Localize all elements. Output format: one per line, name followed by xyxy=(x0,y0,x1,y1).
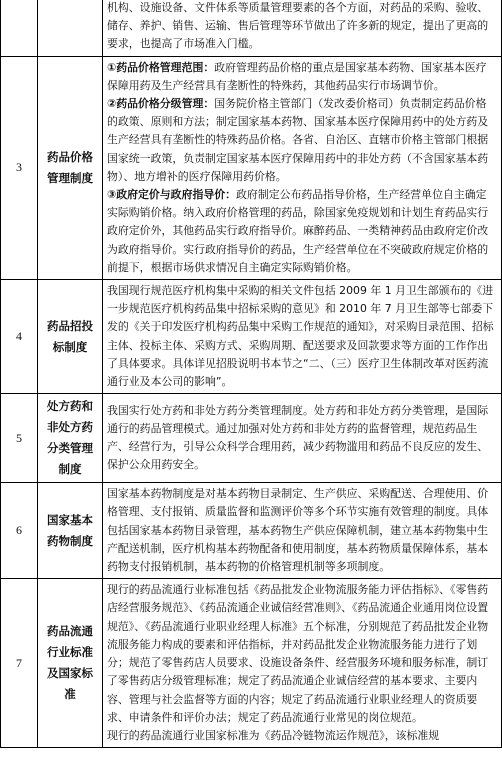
table-row xyxy=(1,280,502,394)
row-number: 3 xyxy=(1,56,38,279)
row-number xyxy=(1,0,38,56)
content-paragraph xyxy=(107,282,497,391)
row-number: 4 xyxy=(1,280,38,394)
paragraph-text: 我国现行规范医疗机构集中采购的相关文件包括 2009 年 1 月卫生部颁布的《进一步规范医疗机构药品集中招标采购的意见》和 2010 年 7 月卫生部等七部委下发的《关于印发医疗机构药品集中采购工作规范的通知》，对采购目录范围、招标主体、投标主体、采购方式、采购周期、配送要求及回款要求等方面的工作作出了具体要求。具体详见招股说明书本节之“二、（三）医疗卫生体制改革对医药流通行业及本公司的影响”。 xyxy=(107,284,494,389)
content-paragraph xyxy=(107,0,497,54)
regulation-name: 药品价格管理制度 xyxy=(38,56,103,279)
regulation-content xyxy=(103,56,502,279)
regulation-name: 药品招投标制度 xyxy=(38,280,103,394)
content-paragraph xyxy=(107,95,497,186)
table-row xyxy=(1,483,502,579)
regulation-content xyxy=(103,0,502,56)
content-paragraph xyxy=(107,59,497,95)
table-body xyxy=(1,0,502,748)
content-paragraph xyxy=(107,186,497,277)
content-paragraph xyxy=(107,581,497,727)
regulation-name xyxy=(38,0,103,56)
paragraph-text: 现行的药品流通行业标准包括《药品批发企业物流服务能力评估指标》、《零售药店经营服务规范》、《药品流通企业诚信经营准则》、《药品流通企业通用岗位设置规范》、《药品流通行业职业经理人标准》五个标准，分别规范了药品批发企业物流服务能力构成的要素和评估指标，并对药品批发企业物流服务能力进行了划分；规范了零售药店人员要求、设施设备条件、经营服务环境和服务标准，制订了零售药店分级管理标准；规定了药品流通企业诚信经营的基本要求、主要内容、管理与社会监督等方面的内容；规定了药品流通行业职业经理人的资质要求、申请条件和评价办法；规定了药品流通行业常见的岗位规范。 xyxy=(107,583,489,724)
table-row xyxy=(1,0,502,56)
paragraph-text: 国家基本药物制度是对基本药物目录制定、生产供应、采购配送、合理使用、价格管理、支付报销、质量监督和监测评价等多个环节实施有效管理的制度。具体包括国家基本药物目录管理，基本药物生产供应保障机制，建立基本药物集中生产配送机制，医疗机构基本药物配备和使用制度，基本药物质量保障体系，基本药物支付报销机制，基本药物的价格管理机制等多项制度。 xyxy=(107,487,489,574)
regulation-content xyxy=(103,483,502,579)
regulation-name: 处方药和非处方药分类管理制度 xyxy=(38,394,103,483)
row-number: 7 xyxy=(1,579,38,748)
paragraph-text: 现行的药品流通行业国家标准为《药品冷链物流运作规范》，该标准规 xyxy=(107,728,440,742)
paragraph-lead: ②药品价格分级管理： xyxy=(107,97,215,111)
table-row xyxy=(1,579,502,748)
regulation-content xyxy=(103,280,502,394)
regulation-content xyxy=(103,394,502,483)
content-paragraph xyxy=(107,727,497,745)
paragraph-text: 机构、设施设备、文件体系等质量管理要素的各个方面，对药品的采购、验收、储存、养护、销售、运输、售后管理等环节做出了许多新的规定，提出了更高的要求，也提高了市场准入门槛。 xyxy=(107,1,489,51)
row-number: 6 xyxy=(1,483,38,579)
paragraph-lead: ①药品价格管理范围： xyxy=(107,60,215,74)
paragraph-text: 国务院价格主管部门（发改委价格司）负责制定药品价格的政策、原则和方法；制定国家基本药物、国家基本医疗保障用药中的处方药及生产经营具有垄断性的特殊药品价格。各省、自治区、直辖市价格主管部门根据国家统一政策，负责制定国家基本医疗保障用药中的非处方药（不含国家基本药物）、地方增补的医疗保障用药价格。 xyxy=(107,97,489,183)
table-row xyxy=(1,56,502,279)
paragraph-text: 政府制定公布药品指导价格，生产经营单位自主确定实际购销价格。纳入政府价格管理的药品，除国家免疫规划和计划生育药品实行政府定价外，其他药品实行政府指导价。麻醉药品、一类精神药品由政府定价改为政府指导价。实行政府指导价的药品，生产经营单位在不突破政府规定价格的前提下，根据市场供求情况自主确定实际购销价格。 xyxy=(107,188,489,274)
regulation-name: 药品流通行业标准及国家标准 xyxy=(38,579,103,748)
content-paragraph xyxy=(107,485,497,576)
row-number: 5 xyxy=(1,394,38,483)
content-paragraph xyxy=(107,402,497,475)
paragraph-lead: ③政府定价与政府指导价： xyxy=(107,188,237,202)
table-row xyxy=(1,394,502,483)
paragraph-text: 政府管理药品价格的重点是国家基本药物、国家基本医疗保障用药及生产经营具有垄断性的特殊药，其他药品实行市场调节价。 xyxy=(107,60,487,92)
paragraph-text: 我国实行处方药和非处方药分类管理制度。处方药和非处方药分类管理，是国际通行的药品管理模式。通过加强对处方药和非处方药的监督管理，规范药品生产、经营行为，引导公众科学合理用药，减少药物滥用和药品不良反应的发生、保护公众用药安全。 xyxy=(107,403,489,472)
regulation-content xyxy=(103,579,502,748)
regulation-name: 国家基本药物制度 xyxy=(38,483,103,579)
